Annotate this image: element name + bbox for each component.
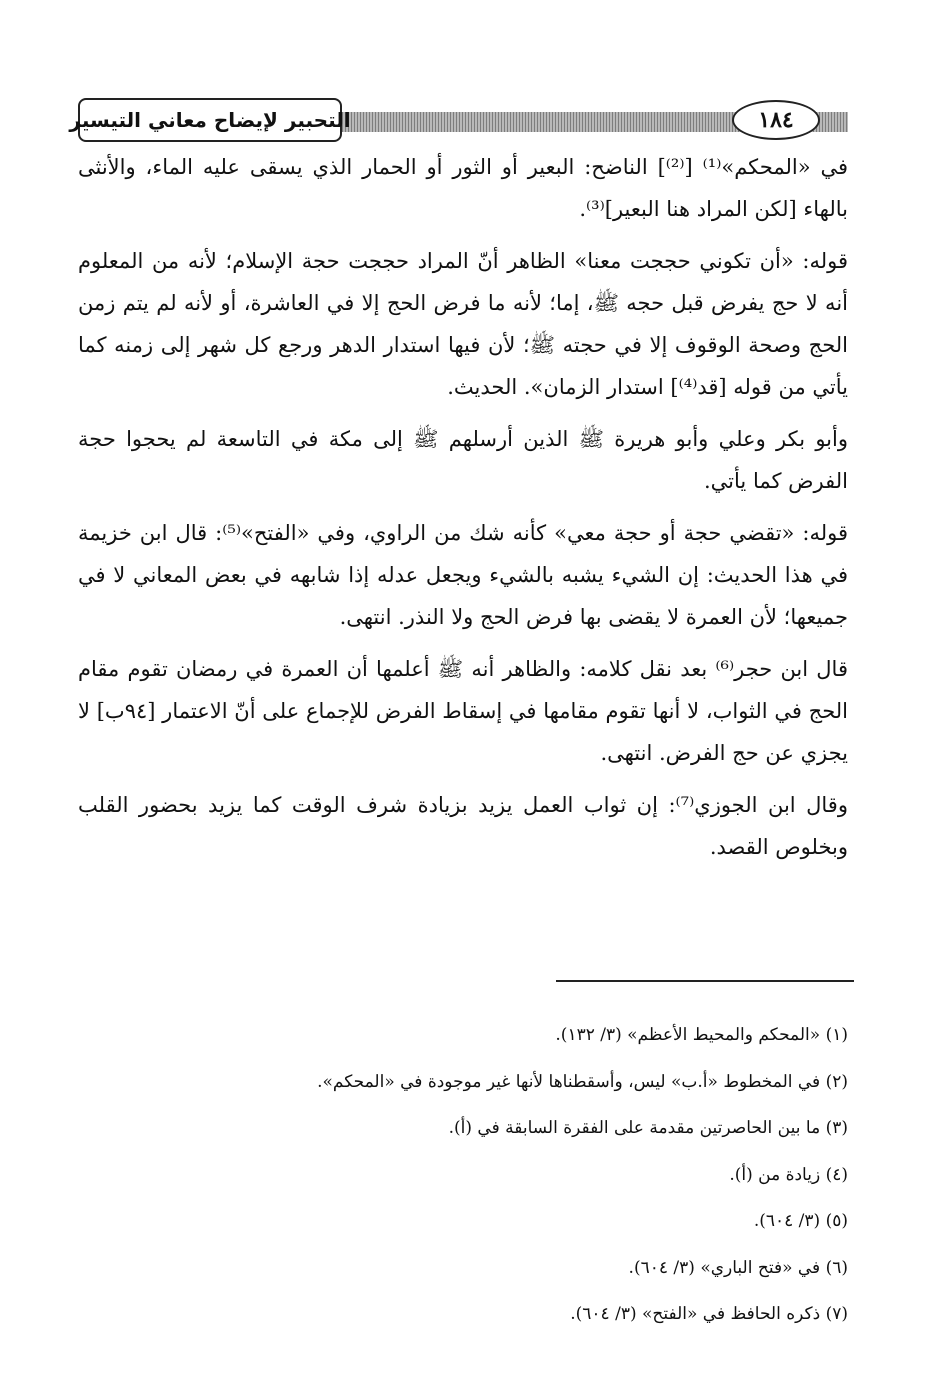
footnotes — [78, 1012, 848, 1338]
paragraph: قال ابن حجر⁽⁶⁾ بعد نقل كلامه: والظاهر أنه ﷺ أعلمها أن العمرة في رمضان تقوم مقام الحج في الثواب، لا أنها تقوم مقامها في إسقاط الفرض للإجماع على أنّ الاعتمار [٩٤ب] لا يجزي عن حج الفرض. انتهى. — [78, 657, 848, 765]
paragraph: وأبو بكر وعلي وأبو هريرة ﷺ الذين أرسلهم ﷺ إلى مكة في التاسعة لم يحجوا حجة الفرض كما يأتي. — [78, 427, 848, 493]
footnote: (٧) ذكره الحافظ في «الفتح» (٣/ ٦٠٤). — [570, 1304, 848, 1324]
paragraph: في «المحكم»⁽¹⁾ [⁽²⁾] الناضح: البعير أو الثور أو الحمار الذي يسقى عليه الماء، والأنثى بالهاء [لكن المراد هنا البعير]⁽³⁾. — [78, 155, 848, 221]
page-header — [69, 98, 848, 148]
footnote: (٦) في «فتح الباري» (٣/ ٦٠٤). — [628, 1257, 848, 1278]
page-number: ١٨٤ — [732, 100, 820, 140]
footnote: (١) «المحكم والمحيط الأعظم» (٣/ ١٣٢). — [555, 1025, 848, 1045]
main-text — [78, 146, 848, 878]
paragraph: قوله: «تقضي حجة أو حجة معي» كأنه شك من الراوي، وفي «الفتح»⁽⁵⁾: قال ابن خزيمة في هذا الحديث: إن الشيء يشبه بالشيء ويجعل عدله إذا شابهه في بعض المعاني لا في جميعها؛ لأن العمرة لا يقضى بها فرض الحج ولا النذر. انتهى. — [78, 521, 848, 629]
footnote-separator — [556, 980, 854, 982]
footnote: (٣) ما بين الحاصرتين مقدمة على الفقرة السابقة في (أ). — [448, 1118, 848, 1138]
footnote: (٢) في المخطوط «أ.ب» ليس، وأسقطناها لأنها غير موجودة في «المحكم». — [317, 1071, 848, 1092]
footnote: (٥) (٣/ ٦٠٤). — [753, 1211, 848, 1231]
footnote: (٤) زيادة من (أ). — [729, 1164, 848, 1185]
paragraph: قوله: «أن تكوني حججت معنا» الظاهر أنّ المراد حججت حجة الإسلام؛ لأنه من المعلوم أنه لا حج يفرض قبل حجه ﷺ، إما؛ لأنه ما فرض الحج إلا في العاشرة، أو لأنه لم يتم زمن الحج وصحة الوقوف إلا في حجته ﷺ؛ لأن فيها استدار الدهر ورجع كل شهر إلى زمنه كما يأتي من قوله [قد⁽⁴⁾] استدار الزمان». الحديث. — [78, 249, 848, 399]
paragraph: وقال ابن الجوزي⁽⁷⁾: إن ثواب العمل يزيد بزيادة شرف الوقت كما يزيد بحضور القلب وبخلوص القصد. — [78, 793, 848, 859]
book-title: التحبير لإيضاح معاني التيسير — [78, 98, 342, 142]
